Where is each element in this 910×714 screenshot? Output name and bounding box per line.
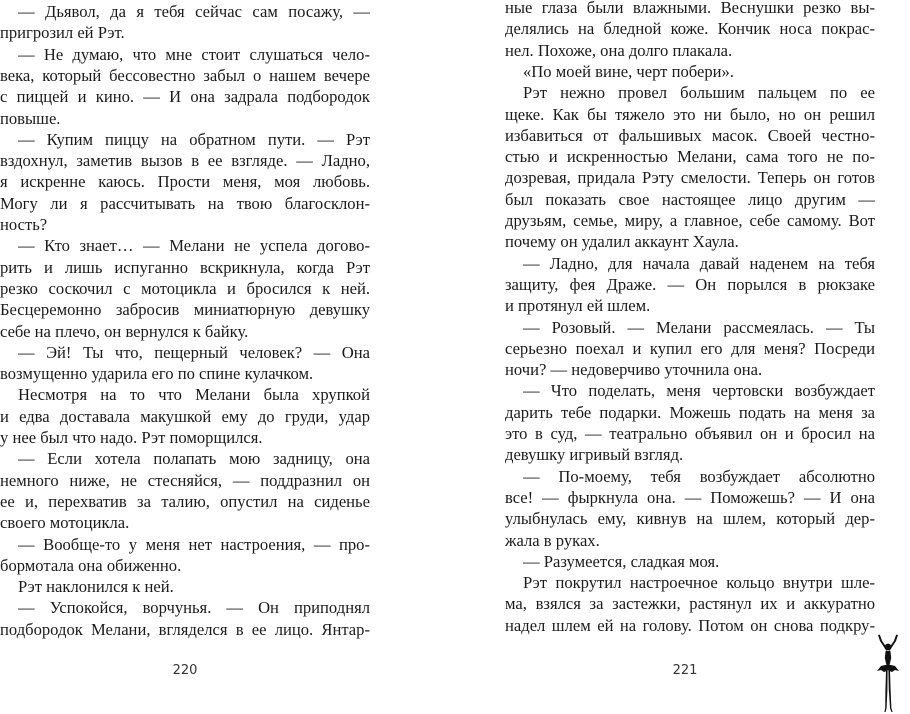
text-line: Бесцеремонно забросив миниатюрную девушку xyxy=(0,300,370,320)
text-line: и протянул ей шлем. xyxy=(505,296,651,316)
ballerina-silhouette-icon xyxy=(867,632,909,714)
text-line: «По моей вине, черт побери». xyxy=(523,61,734,81)
right-page-number: 221 xyxy=(672,663,698,678)
text-line: — Вообще-то у меня нет настроения, — про- xyxy=(18,534,370,554)
left-page-number: 220 xyxy=(172,663,198,678)
text-line: Рэт нежно провел большим пальцем по ее xyxy=(523,83,875,103)
left-page xyxy=(0,0,370,714)
text-line: почему он удалил аккаунт Хаула. xyxy=(505,232,739,252)
text-line: — По-моему, тебя возбуждает абсолютно xyxy=(523,466,875,486)
text-line: — Кто знает… — Мелани не успела догово- xyxy=(18,236,370,256)
text-line: Рэт покрутил настроечное кольцо внутри шле- xyxy=(523,573,875,593)
text-line: рить и лишь испуганно вскрикнула, когда Рэт xyxy=(0,257,370,277)
text-line: — Розовый. — Мелани рассмеялась. — Ты xyxy=(523,317,875,337)
text-line: жала в руках. xyxy=(505,530,600,550)
text-line: ность? xyxy=(0,215,48,234)
text-line: Рэт наклонился к ней. xyxy=(18,577,174,597)
text-line: был показать свое настоящее лицо другим — xyxy=(505,189,875,209)
text-line: — Разумеется, сладкая моя. xyxy=(523,551,720,571)
text-line: — Успокойся, ворчунья. — Он приподнял xyxy=(18,598,370,618)
text-line: подбородок Мелани, вгляделся в ее лицо. Янтар- xyxy=(0,619,370,639)
text-line: я искренне каюсь. Прости меня, моя любовь. xyxy=(0,172,370,192)
text-line: у нее был что надо. Рэт поморщился. xyxy=(0,428,263,447)
text-line: бормотала она обиженно. xyxy=(0,555,182,575)
text-line: повыше. xyxy=(0,108,61,128)
text-line: века, который бессовестно забыл о нашем вечере xyxy=(0,65,370,85)
text-line: дарить тебе подарки. Можешь подать на меня за xyxy=(505,402,875,422)
text-line: ее и, перехватив за талию, опустил на сиденье xyxy=(0,491,370,511)
text-line: защиту, фея Драже. — Он порылся в рюкзаке xyxy=(505,274,875,294)
text-line: стью и искренностью Мелани, сама того не по- xyxy=(505,147,875,167)
text-line: ные глаза были влажными. Веснушки резко вы- xyxy=(505,0,875,17)
text-line: — Если хотела полапать мою задницу, она xyxy=(18,449,370,469)
right-page xyxy=(505,0,875,714)
text-line: надел шлем ей на голову. Потом он снова подкру- xyxy=(505,615,875,635)
text-line: ночи? — недоверчиво уточнила она. xyxy=(505,360,763,380)
text-line: возмущенно ударила его по спине кулачком. xyxy=(0,364,314,384)
text-line: пригрозил ей Рэт. xyxy=(0,23,125,43)
text-line: Могу ли я рассчитывать на твою благосклон- xyxy=(0,193,370,213)
text-line: себе на плечо, он вернулся к байку. xyxy=(0,321,249,341)
text-line: — Купим пиццу на обратном пути. — Рэт xyxy=(18,129,370,149)
text-line: избавиться от фальшивых масок. Своей честно- xyxy=(505,125,875,145)
text-line: серьезно поехал и купил его для меня? Посреди xyxy=(505,338,875,358)
text-line: все! — фыркнула она. — Поможешь? — И она xyxy=(505,487,875,507)
text-line: своего мотоцикла. xyxy=(0,513,130,533)
text-line: делялись на бледной коже. Кончик носа покрас- xyxy=(505,19,875,39)
text-line: девушку игривый взгляд. xyxy=(505,445,684,465)
text-line: — Эй! Ты что, пещерный человек? — Она xyxy=(18,342,370,362)
text-line: — Дьявол, да я тебя сейчас сам посажу, — xyxy=(18,2,370,21)
text-line: это в суд, — театрально объявил он и бросил на xyxy=(505,424,875,443)
text-line: нел. Похоже, она долго плакала. xyxy=(505,40,733,60)
text-line: щеке. Как бы тяжело это ни было, но он решил xyxy=(505,104,875,124)
text-line: ма, взялся за застежки, растянул их и аккуратно xyxy=(505,594,875,614)
text-line: Несмотря на то что Мелани была хрупкой xyxy=(18,385,370,405)
text-line: — Не думаю, что мне стоит слушаться чело- xyxy=(18,44,370,64)
text-line: с пиццей и кино. — И она задрала подбородок xyxy=(0,87,370,107)
text-line: улыбнулась ему, кивнув на шлем, который дер- xyxy=(505,509,875,529)
text-line: — Ладно, для начала давай наденем на тебя xyxy=(523,253,875,273)
text-line: — Что поделать, меня чертовски возбуждает xyxy=(523,381,875,401)
text-line: немного ниже, не стесняйся, — поддразнил он xyxy=(0,470,370,490)
text-line: резко соскочил с мотоцикла и бросился к ней. xyxy=(0,278,370,298)
text-line: и едва доставала макушкой ему до груди, удар xyxy=(0,406,370,426)
text-line: вздохнул, заметив вызов в ее взгляде. — Ладно, xyxy=(0,151,370,171)
text-line: дозревая, придала Рэту смелости. Теперь он готов xyxy=(505,168,875,188)
text-line: друзьям, семье, миру, а главное, себе самому. Вот xyxy=(505,211,875,230)
